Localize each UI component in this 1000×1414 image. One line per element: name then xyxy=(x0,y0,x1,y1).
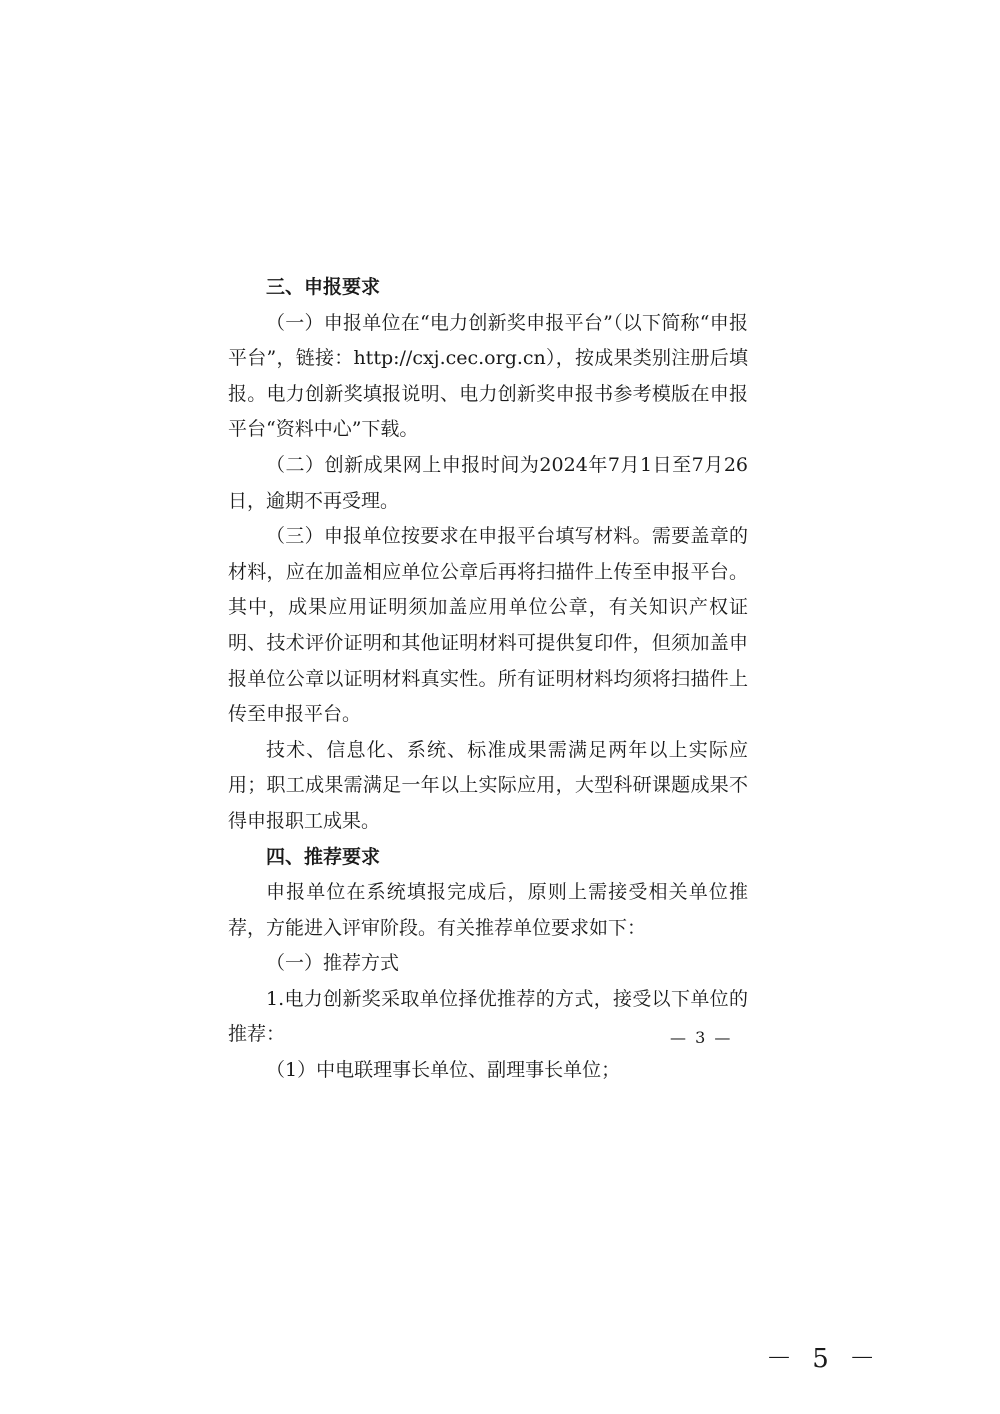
section-4-sub-heading: （一）推荐方式 xyxy=(266,953,400,975)
section-3-paragraph-2: （二）创新成果网上申报时间为2024年7月1日至7月26日，逾期不再受理。 xyxy=(228,453,748,512)
section-3-paragraph-1: （一）申报单位在“电力创新奖申报平台”（以下简称“申报平台”，链接：http://cxj.cec.org.cn），按成果类别注册后填报。电力创新奖填报说明、电力创新奖申报书参考模版在申报平台“资料中心”下载。 xyxy=(228,311,748,441)
section-3-paragraph-4: 技术、信息化、系统、标准成果需满足两年以上实际应用；职工成果需满足一年以上实际应用，大型科研课题成果不得申报职工成果。 xyxy=(228,738,748,832)
section-3-heading: 三、申报要求 xyxy=(266,276,381,298)
inner-page-number: — 3 — xyxy=(670,1028,733,1047)
document-body xyxy=(228,270,748,1089)
section-4-heading: 四、推荐要求 xyxy=(266,845,381,868)
section-3-paragraph-3: （三）申报单位按要求在申报平台填写材料。需要盖章的材料，应在加盖相应单位公章后再将扫描件上传至申报平台。其中，成果应用证明须加盖应用单位公章，有关知识产权证明、技术评价证明和其他证明材料可提供复印件，但须加盖申报单位公章以证明材料真实性。所有证明材料均须将扫描件上传至申报平台。 xyxy=(228,525,748,726)
outer-page-number: － 5 － xyxy=(766,1344,882,1374)
section-4-paragraph-1: 申报单位在系统填报完成后，原则上需接受相关单位推荐，方能进入评审阶段。有关推荐单位要求如下： xyxy=(228,881,748,939)
section-4-item-1: 1.电力创新奖采取单位择优推荐的方式，接受以下单位的推荐： xyxy=(228,987,748,1046)
section-4-item-1-1: （1）中电联理事长单位、副理事长单位； xyxy=(266,1059,621,1082)
